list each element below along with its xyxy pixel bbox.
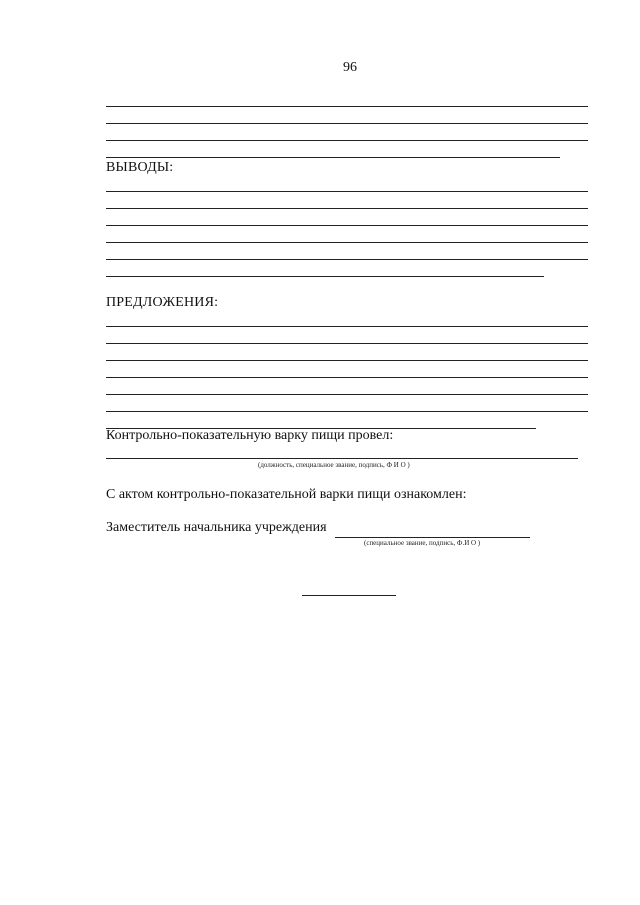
blank-line xyxy=(106,191,588,192)
blank-line xyxy=(106,377,588,378)
acquainted-label: С актом контрольно-показательной варки пищи ознакомлен: xyxy=(106,487,467,502)
blank-line xyxy=(106,259,588,260)
blank-line xyxy=(106,343,588,344)
blank-line xyxy=(106,225,588,226)
conclusions-heading: ВЫВОДЫ: xyxy=(106,160,174,175)
page-number: 96 xyxy=(343,60,357,75)
deputy-caption: (специальное звание, подпись, Ф.И О ) xyxy=(364,539,481,547)
blank-line xyxy=(106,208,588,209)
end-separator xyxy=(302,595,396,596)
blank-line xyxy=(106,326,588,327)
blank-line xyxy=(106,123,588,124)
blank-line xyxy=(106,276,544,277)
blank-line xyxy=(106,157,560,158)
blank-line xyxy=(106,140,588,141)
blank-line xyxy=(106,106,588,107)
deputy-label: Заместитель начальника учреждения xyxy=(106,520,327,535)
blank-line xyxy=(106,411,588,412)
blank-line xyxy=(106,360,588,361)
conducted-by-label: Контрольно-показательную варку пищи провел: xyxy=(106,428,394,443)
conducted-by-signature-line xyxy=(106,458,578,459)
deputy-signature-line xyxy=(335,537,530,538)
blank-line xyxy=(106,242,588,243)
blank-line xyxy=(106,394,588,395)
conducted-by-caption: (должность, специальное звание, подпись, Ф И О ) xyxy=(258,461,410,469)
proposals-heading: ПРЕДЛОЖЕНИЯ: xyxy=(106,295,219,310)
